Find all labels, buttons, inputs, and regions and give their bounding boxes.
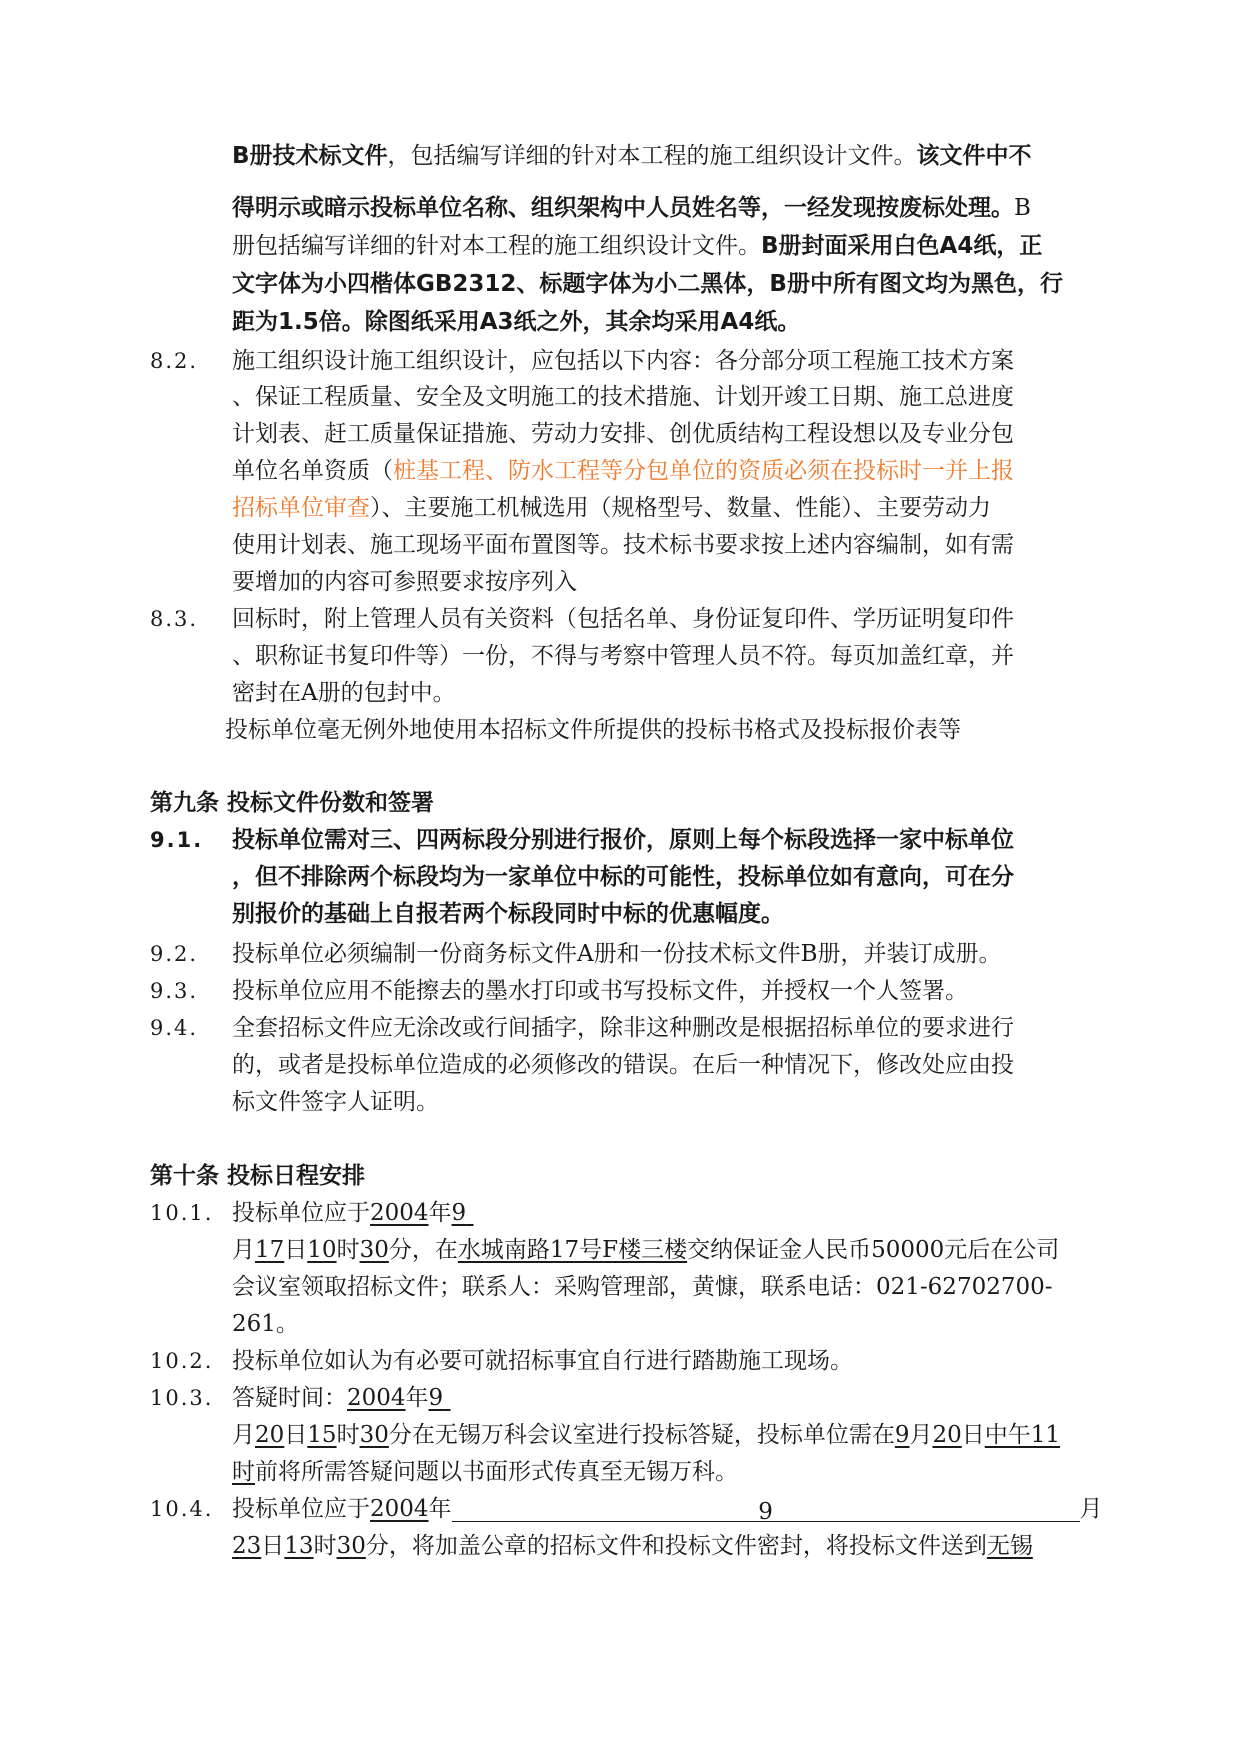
minute-field: 30 bbox=[336, 1533, 366, 1559]
clause-8-2-line-4: 单位名单资质（桩基工程、防水工程等分包单位的资质必须在投标时一并上报 bbox=[232, 458, 1014, 484]
year-field: 2004 bbox=[370, 1200, 429, 1226]
clause-8-2-line-1: 施工组织设计施工组织设计，应包括以下内容：各分部分项工程施工技术方案 bbox=[232, 348, 1014, 374]
clause-8-2-line-6: 使用计划表、施工现场平面布置图等。技术标书要求按上述内容编制，如有需 bbox=[232, 532, 1014, 558]
month-field: 9 bbox=[452, 1499, 1080, 1522]
clause-number-10-4: 10.4. bbox=[150, 1497, 214, 1521]
minute-field: 30 bbox=[359, 1422, 389, 1448]
hour-field: 13 bbox=[284, 1533, 314, 1559]
minute-field: 30 bbox=[359, 1237, 389, 1263]
article-10-heading: 第十条 投标日程安排 bbox=[150, 1163, 366, 1189]
clause-10-4-line-1: 投标单位应于2004年 9 月 bbox=[232, 1496, 1103, 1525]
intro-line-1: B册技术标文件，包括编写详细的针对本工程的施工组织设计文件。该文件中不 bbox=[232, 143, 1032, 169]
day-field: 20 bbox=[932, 1422, 962, 1448]
hour-field: 15 bbox=[307, 1422, 337, 1448]
clause-8-3-line-1: 回标时，附上管理人员有关资料（包括名单、身份证复印件、学历证明复印件 bbox=[232, 606, 1014, 632]
clause-10-1-line-3: 会议室领取招标文件；联系人：采购管理部，黄慷，联系电话：021-62702700- bbox=[232, 1274, 1053, 1300]
noon-field: 中午11 bbox=[984, 1422, 1061, 1448]
clause-10-1-line-4: 261。 bbox=[232, 1311, 299, 1337]
clause-8-2-line-2: 、保证工程质量、安全及文明施工的技术措施、计划开竣工日期、施工总进度 bbox=[232, 384, 1014, 410]
clause-9-4-line-1: 全套招标文件应无涂改或行间插字，除非这种删改是根据招标单位的要求进行 bbox=[232, 1015, 1014, 1041]
article-9-heading: 第九条 投标文件份数和签署 bbox=[150, 790, 435, 816]
clause-10-2-line-1: 投标单位如认为有必要可就招标事宜自行进行踏勘施工现场。 bbox=[232, 1348, 853, 1374]
highlighted-requirement: 桩基工程、防水工程等分包单位的资质必须在投标时一并上报 bbox=[393, 458, 1014, 484]
intro-line-2: 得明示或暗示投标单位名称、组织架构中人员姓名等，一经发现按废标处理。B bbox=[232, 195, 1031, 221]
clause-number-8-3: 8.3. bbox=[150, 607, 199, 631]
clause-10-1-line-2: 月17日10时30分，在水城南路17号F楼三楼交纳保证金人民币50000元后在公司 bbox=[232, 1237, 1060, 1263]
day-field: 20 bbox=[255, 1422, 285, 1448]
clause-10-3-line-1: 答疑时间：2004年9 bbox=[232, 1385, 444, 1411]
clause-number-8-2: 8.2. bbox=[150, 349, 199, 373]
clause-number-10-1: 10.1. bbox=[150, 1201, 214, 1225]
intro-line-3: 册包括编写详细的针对本工程的施工组织设计文件。B册封面采用白色A4纸，正 bbox=[232, 233, 1043, 259]
clause-9-2-line-1: 投标单位必须编制一份商务标文件A册和一份技术标文件B册，并装订成册。 bbox=[232, 941, 1002, 967]
clause-8-2-line-5: 招标单位审查）、主要施工机械选用（规格型号、数量、性能）、主要劳动力 bbox=[232, 495, 991, 521]
clause-9-1-line-1: 投标单位需对三、四两标段分别进行报价，原则上每个标段选择一家中标单位 bbox=[232, 827, 1014, 853]
clause-8-3-line-4: 投标单位毫无例外地使用本招标文件所提供的投标书格式及投标报价表等 bbox=[225, 717, 961, 743]
clause-8-2-line-3: 计划表、赶工质量保证措施、劳动力安排、创优质结构工程设想以及专业分包 bbox=[232, 421, 1014, 447]
day-field: 23 bbox=[232, 1533, 262, 1559]
location-field: 水城南路17号F楼三楼 bbox=[457, 1237, 688, 1263]
clause-number-9-3: 9.3. bbox=[150, 979, 199, 1003]
clause-10-4-line-2: 23日13时30分，将加盖公章的招标文件和投标文件密封，将投标文件送到无锡 bbox=[232, 1533, 1033, 1559]
clause-9-4-line-3: 标文件签字人证明。 bbox=[232, 1089, 439, 1115]
day-field: 17 bbox=[255, 1237, 285, 1263]
month-field: 9 bbox=[428, 1385, 444, 1411]
clause-9-1-line-2: ，但不排除两个标段均为一家单位中标的可能性，投标单位如有意向，可在分 bbox=[232, 864, 1014, 890]
hour-field: 10 bbox=[307, 1237, 337, 1263]
clause-number-10-2: 10.2. bbox=[150, 1349, 214, 1373]
intro-line-4: 文字体为小四楷体GB2312、标题字体为小二黑体，B册中所有图文均为黑色，行 bbox=[232, 271, 1063, 297]
clause-8-2-line-7: 要增加的内容可参照要求按序列入 bbox=[232, 569, 577, 595]
clause-number-10-3: 10.3. bbox=[150, 1386, 214, 1410]
clause-9-1-line-3: 别报价的基础上自报若两个标段同时中标的优惠幅度。 bbox=[232, 901, 784, 927]
clause-number-9-1: 9.1. bbox=[150, 828, 204, 852]
clause-10-1-line-1: 投标单位应于2004年9 bbox=[232, 1200, 467, 1226]
month-field: 9 bbox=[894, 1422, 910, 1448]
month-field: 9 bbox=[451, 1200, 467, 1226]
intro-line-5: 距为1.5倍。除图纸采用A3纸之外，其余均采用A4纸。 bbox=[232, 309, 801, 335]
clause-8-3-line-2: 、职称证书复印件等）一份，不得与考察中管理人员不符。每页加盖红章，并 bbox=[232, 643, 1014, 669]
highlighted-requirement: 招标单位审查 bbox=[232, 495, 370, 521]
clause-10-3-line-3: 时前将所需答疑问题以书面形式传真至无锡万科。 bbox=[232, 1459, 738, 1485]
year-field: 2004 bbox=[370, 1496, 429, 1522]
location-field: 无锡 bbox=[986, 1533, 1033, 1559]
clause-number-9-2: 9.2. bbox=[150, 942, 199, 966]
clause-10-3-line-2: 月20日15时30分在无锡万科会议室进行投标答疑，投标单位需在9月20日中午11 bbox=[232, 1422, 1061, 1448]
clause-number-9-4: 9.4. bbox=[150, 1016, 199, 1040]
clause-9-4-line-2: 的，或者是投标单位造成的必须修改的错误。在后一种情况下，修改处应由投 bbox=[232, 1052, 1014, 1078]
year-field: 2004 bbox=[347, 1385, 406, 1411]
clause-8-3-line-3: 密封在A册的包封中。 bbox=[232, 680, 456, 706]
clause-9-3-line-1: 投标单位应用不能擦去的墨水打印或书写投标文件，并授权一个人签署。 bbox=[232, 978, 968, 1004]
